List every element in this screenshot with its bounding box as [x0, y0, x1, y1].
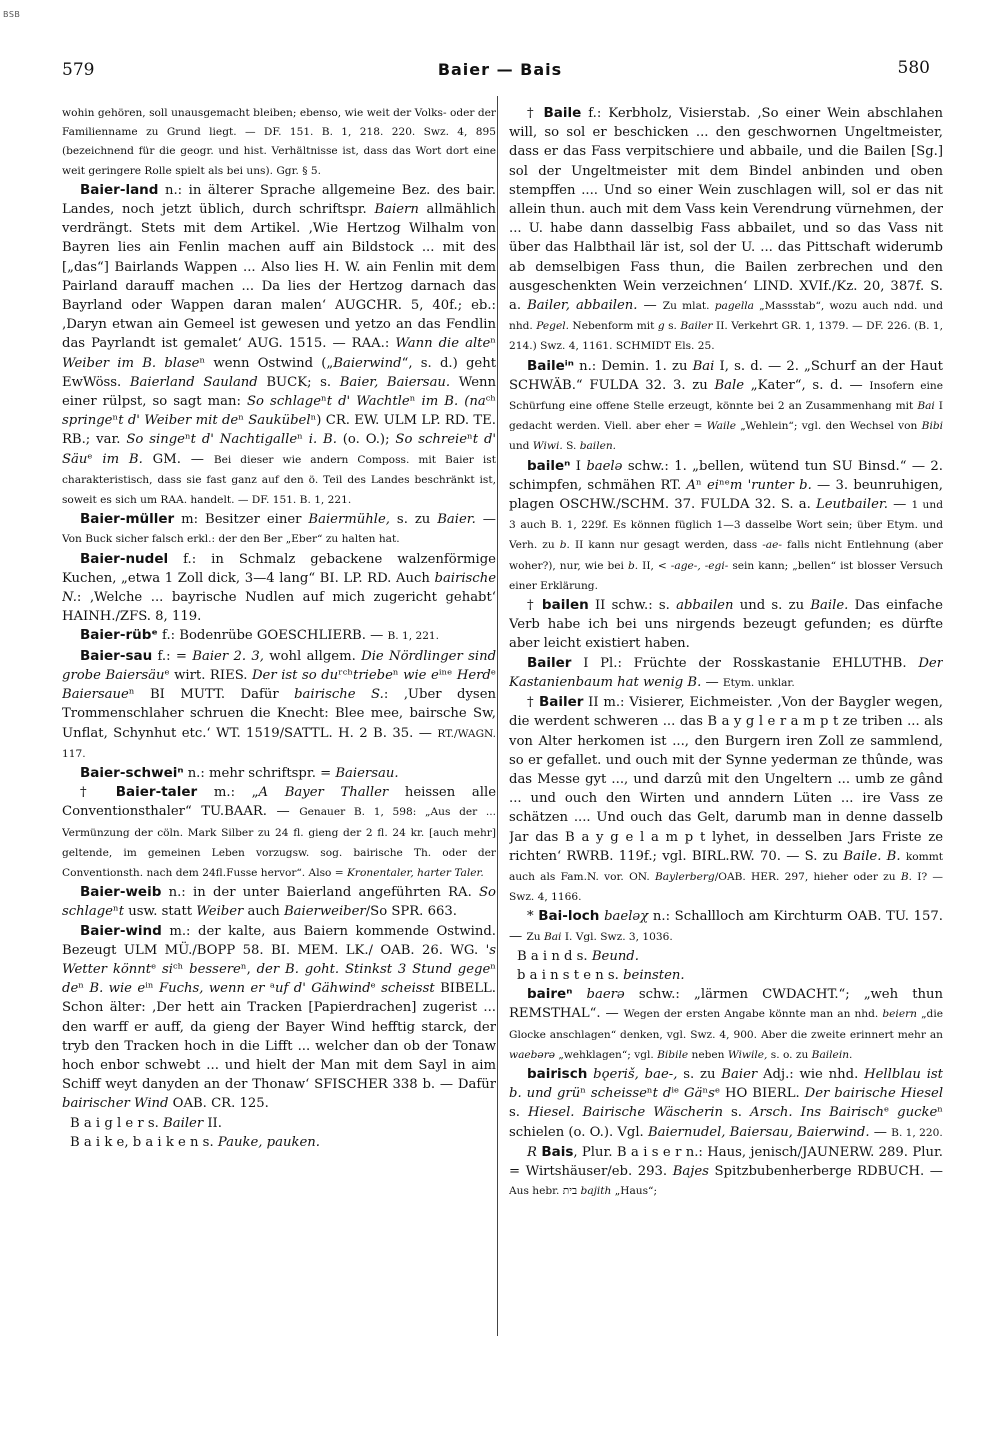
entry-text: -ae-	[762, 539, 782, 552]
entry-text: Spitzbubenherberge RDBUCH. —	[708, 1163, 943, 1179]
entry-text: II schw.: s.	[588, 598, 677, 614]
entry-text: †	[80, 785, 116, 801]
entry-text: Bei dieser wie andern Composs. mit Baier ist charakteristisch, dass sie fast ganz auf den ö. Teil des Landes beschränkt ist, soweit es sich um RAA. handelt. — DF. 151. B. 1, 221.	[62, 453, 496, 507]
entry-headword: Baier-land	[80, 181, 159, 198]
entry-text: II.	[203, 1115, 222, 1131]
entry-text: BIBELL. Schon älter: ‚Der hett ain Tracken [Papierdrachen] zugerist ... den warff er auff, da gieng der Bayer Wind hefftig starck, der tryb den Tracken hoch in die Lifft ... welcher dan ob der Tonaw hoch enbor schwebt ... und hielt der Man mit dem Sayl in aim Schiff weyt danyden an der Thonaw‘ SFISCHER 338 b. — Dafür	[62, 981, 496, 1093]
entry-text: m 'runter b.	[729, 477, 812, 493]
entry-text: בית	[562, 1185, 578, 1198]
entry-text: †	[527, 106, 544, 121]
dictionary-entry	[62, 1114, 496, 1133]
entry-text: 1 und 3 auch B. 1, 229f. Es können füglich 1—3 dasselbe Wort sein; über Etym. und Verh. zu	[509, 499, 943, 552]
entry-text: ⁱⁿᵉ	[438, 667, 457, 683]
entry-text: beiern	[882, 1008, 917, 1021]
entry-text: I? — Swz. 4, 1166.	[509, 870, 943, 904]
entry-text: wohl allgem.	[263, 648, 362, 664]
entry-text: Bai	[692, 358, 715, 374]
entry-headword: Bai-loch	[538, 908, 600, 925]
dictionary-entry	[509, 357, 943, 457]
entry-text: heissen alle Conventionsthaler“ TU.BAAR. —	[62, 785, 496, 820]
column-rule	[497, 96, 498, 1336]
entry-text: b a i n s t e n s.	[517, 967, 624, 983]
entry-text: scheisst	[381, 981, 435, 997]
entry-text: ⁿ wenn Ostwind („	[199, 355, 334, 371]
entry-text: Baierland Sauland	[129, 374, 258, 390]
entry-text: falls nicht Entlehnung (aber woher?), nur, wie bei	[509, 539, 943, 572]
entry-text: Baiersaue	[62, 687, 129, 703]
entry-text: ei	[706, 477, 720, 493]
entry-text: Bailer, abbailen.	[527, 298, 638, 314]
entry-text: Genauer B. 1, 598: „Aus der ... Vermünzung der cöln. Mark Silber zu 24 fl. gieng der 2 fl. 24 kr. [auch mehr] geltende, im gemeinen Leben vorzugsw. sog. bairische Th. oder der Conventionsth. nach dem 24fl.Fusse hervor“. Also =	[62, 806, 496, 879]
entry-text: RT./WAGN. 117.	[62, 727, 496, 760]
entry-text: Bai	[543, 930, 562, 943]
entry-text: —	[869, 1124, 892, 1140]
entry-text: uf d' Gähwind	[275, 981, 371, 997]
entry-text: schw.: „lärmen CWDACHT.“; „weh thun REMSTHAL“. —	[509, 987, 943, 1022]
entry-text: —	[475, 512, 496, 528]
entry-text: im B.	[102, 451, 143, 467]
entry-text: Weiber	[196, 904, 244, 920]
entry-headword: Baier-sau	[80, 647, 153, 664]
entry-text: b.	[627, 559, 639, 572]
dictionary-entry	[62, 181, 496, 510]
entry-text: bajith	[580, 1185, 612, 1198]
entry-headword: bailen	[541, 597, 589, 614]
entry-text: Wiwile,	[727, 1048, 768, 1061]
entry-text: Bajes	[672, 1163, 709, 1179]
right-column	[509, 104, 943, 1344]
entry-text: springe	[62, 413, 113, 429]
entry-headword: Baileⁱⁿ	[527, 357, 574, 374]
entry-text: s.	[664, 320, 681, 333]
entry-text: abbailen	[676, 598, 734, 614]
entry-headword: baileⁿ	[527, 457, 571, 474]
entry-text: s. o. zu	[767, 1048, 812, 1061]
entry-text: S.	[562, 440, 580, 453]
entry-text: R	[527, 1144, 537, 1160]
entry-headword: Bailer	[527, 654, 572, 671]
entry-text: t d' Wachtle	[326, 394, 410, 410]
entry-text: 's Wetter könnt	[62, 942, 496, 977]
entry-text: s	[708, 1086, 715, 1102]
entry-text: Bibile	[657, 1048, 689, 1061]
entry-text: bessere	[189, 961, 241, 977]
entry-headword: Baier-wind	[80, 922, 162, 939]
entry-text: ⁿ	[184, 432, 191, 448]
entry-text: ⁱᵉ	[671, 1086, 685, 1102]
entry-text: ᵉ wirt. RIES.	[164, 667, 252, 683]
entry-text: Kronentaler, harter Taler.	[347, 866, 484, 879]
dictionary-entry	[62, 783, 496, 883]
entry-text: —	[637, 298, 663, 314]
entry-text: wie e	[403, 667, 439, 683]
entry-text: bailen.	[579, 440, 617, 453]
entry-text: Baiersau.	[335, 765, 399, 781]
entry-text: ᵃ	[264, 981, 275, 997]
entry-text: So schreie	[395, 432, 468, 448]
entry-text: f.: Bodenrübe GOESCHLIERB. —	[157, 628, 388, 644]
entry-text: ⁿ	[297, 432, 309, 448]
entry-text: m.: „	[197, 785, 259, 801]
entry-text: ⁿ	[78, 981, 90, 997]
entry-text: ⁿ	[392, 667, 404, 683]
entry-text: s.	[509, 1105, 528, 1121]
entry-text: kommt auch als Fam.N. vor. ON.	[509, 850, 943, 883]
dictionary-entry	[509, 457, 943, 596]
entry-text: Saukübel	[248, 413, 311, 429]
entry-text: Pegel.	[536, 320, 569, 333]
entry-text: s. zu	[389, 512, 438, 528]
entry-text: GM. —	[142, 451, 214, 467]
entry-text: —	[701, 674, 723, 690]
entry-text: Bale	[714, 377, 745, 393]
entry-text: allmählich verdrängt. Stets mit dem Artikel. ‚Wie Hertzog Wilhalm von Bayren lies ain Fenlin machen auff ain Bildstock ... mit des [„das“] Bairlands Wappen ... Also lies H. W. ain Fenlin mit dem Pairland darauff machen ... Da lies der Hertzog darnach das Bayrland oder Wappen daran malen‘ AUGCHR. 5, 40f.; eb.: ‚Daryn etwan ain Gemeel ist gewesen und yetzo an das Fendlin das Payrlandt ist gemalet‘ AUG. 1515. — RAA.:	[62, 202, 496, 352]
entry-text: s. zu	[677, 1066, 722, 1082]
entry-text: Der Kastanienbaum hat wenig B.	[509, 655, 943, 690]
entry-text: †	[527, 695, 539, 711]
entry-text: ⁿ	[321, 394, 327, 410]
entry-text: gucke	[897, 1105, 938, 1121]
entry-text: Baiernudel, Baiersau, Baierwind.	[647, 1124, 870, 1140]
dictionary-entry	[509, 1065, 943, 1143]
entry-text: „Wehlein“; vgl. den Wechsel von	[736, 420, 922, 433]
entry-text: Baier, Baiersau.	[339, 374, 451, 390]
entry-text: sein kann; „bellen“ ist blosser Versuch einer Erklärung.	[509, 559, 943, 592]
entry-text: triebe	[353, 667, 393, 683]
dictionary-entry	[62, 1133, 496, 1152]
entry-text: bairische S.	[294, 687, 384, 703]
dictionary-entry	[62, 883, 496, 921]
entry-text: beinsten.	[623, 967, 685, 983]
entry-text: pagella	[714, 300, 754, 313]
entry-text: f.: in Schmalz gebackene walzenförmige Kuchen, „etwa 1 Zoll dick, 3—4 lang“ BI. LP. RD. Auch	[62, 551, 496, 586]
entry-text: Herd	[456, 667, 491, 683]
entry-text: II. Verkehrt GR. 1, 1379. — DF. 226. (B. 1, 214.) Swz. 4, 1161. SCHMIDT Els. 25.	[509, 320, 943, 353]
entry-text: — 3. beunruhigen, plagen OSCHW./SCHM. 37. FULDA 32. S. a.	[509, 477, 943, 513]
entry-text: Hiesel. Bairische Wäscherin	[527, 1105, 723, 1121]
entry-text: ᵉ	[884, 1105, 898, 1121]
entry-text: I, s. d. — 2. „Schurf an der Haut SCHWÄB.“ FULDA 32. 3. zu	[509, 358, 943, 393]
entry-text: II kann nur gesagt werden, dass	[569, 539, 763, 552]
entry-text: Adj.: wie nhd.	[757, 1066, 865, 1082]
dictionary-entry	[62, 626, 496, 646]
entry-text: Wenn einer rülpst, so sagt man:	[62, 374, 496, 410]
dictionary-entry	[509, 654, 943, 693]
entry-text: Insofern eine Schürfung eine offene Stelle erzeugt, könnte bei 2 an Zusammenhang mit	[509, 379, 943, 413]
entry-text: B. 1, 221.	[387, 630, 440, 643]
entry-text: auch	[243, 904, 284, 920]
entry-text: ᵉ	[87, 451, 103, 467]
entry-text: und s. zu	[733, 598, 811, 614]
entry-text: „die Glocke anschlagen“ denken, vgl. Swz. 4, 900. Aber die zweite erinnert mehr an	[509, 1008, 943, 1041]
entry-text: Beund.	[591, 948, 639, 964]
entry-text: Fuchs, wenn er	[158, 981, 265, 997]
entry-text: ⁿᵉ	[719, 477, 730, 493]
entry-text: n.: Schallloch am Kirchturm OAB. TU. 157. —	[509, 909, 943, 944]
entry-text: ⁿ	[580, 1086, 591, 1102]
entry-text: /OAB. HER. 297, hieher oder zu	[714, 870, 901, 883]
dictionary-entry	[62, 550, 496, 627]
entry-text: ᵉ	[151, 961, 163, 977]
dictionary-entry	[509, 693, 943, 907]
entry-text: „Kater“, s. d. —	[744, 377, 870, 393]
entry-text: g	[657, 320, 665, 333]
entry-text: ⁿ	[490, 336, 496, 352]
entry-text: Baile.	[810, 598, 849, 614]
entry-text: Bailer	[680, 320, 713, 333]
entry-text: Von Buck sicher falsch erkl.: der den Ber „Eber“ zu halten hat.	[62, 533, 400, 546]
entry-text: ⁿ	[646, 1086, 653, 1102]
entry-text: B a i k e, b a i k e n s.	[70, 1134, 218, 1150]
entry-text: Leutbailer.	[815, 497, 888, 513]
entry-text: Baierweiber	[283, 904, 366, 920]
entry-headword: Baier-müller	[80, 511, 175, 528]
entry-text: und	[509, 440, 533, 453]
entry-text: baerə	[586, 987, 625, 1003]
entry-text: I gedacht werden. Viell. aber eher =	[509, 400, 943, 433]
dictionary-entry	[509, 985, 943, 1065]
entry-text: *	[527, 909, 539, 925]
entry-text: m.: der kalte, aus Baiern kommende Ostwind. Bezeugt ULM MÜ./BOPP 58. BI. MEM. LK./ OAB. 26. WG.	[62, 923, 496, 958]
entry-headword: bairisch	[527, 1065, 588, 1082]
entry-text: s.	[722, 1105, 750, 1121]
entry-text: “, s. d.) geht EwWöss.	[62, 355, 496, 390]
entry-text: /So SPR. 663.	[365, 904, 457, 920]
entry-text: Der bairische Hiesel	[804, 1086, 943, 1102]
entry-text: schw.: 1. „bellen, wütend tun SU Binsd.“ — 2. schimpfen, schmähen RT.	[509, 458, 943, 493]
entry-text: A	[686, 477, 697, 493]
entry-text: im B. (na	[421, 394, 486, 410]
entry-text	[572, 987, 586, 1002]
entry-headword: baireⁿ	[527, 986, 573, 1003]
entry-text: Der ist so du	[251, 667, 339, 683]
entry-text: ⁿ	[490, 961, 496, 977]
entry-text: t d	[652, 1086, 672, 1102]
library-stamp: BSB	[3, 10, 21, 19]
entry-text: Baier 2. 3,	[192, 648, 264, 664]
entry-text: ⁿ	[112, 904, 119, 920]
entry-text: waebərə	[509, 1048, 556, 1061]
entry-text: ᵉ HO BIERL.	[714, 1086, 805, 1102]
entry-text: baeləχ	[604, 909, 649, 925]
entry-text: usw. statt	[124, 904, 197, 920]
entry-text: ⁿ schielen (o. O.). Vgl.	[509, 1105, 943, 1140]
entry-text: -age-, -egi-	[670, 559, 729, 572]
entry-text: ʳᶜʰ	[338, 667, 354, 683]
entry-headword: Baile	[543, 105, 582, 121]
dictionary-entry	[62, 104, 496, 181]
entry-text: B. 1, 220.	[891, 1126, 943, 1139]
entry-text: t d' Nachtigalle	[190, 432, 298, 448]
entry-text: II, <	[638, 559, 671, 572]
entry-text: Das einfache Verb habe ich bei uns nirgends bezeugt gefunden; es dürfte aber leicht existiert haben.	[509, 598, 943, 652]
entry-text: ⁿ	[409, 394, 422, 410]
entry-text: ⁿ	[238, 413, 249, 429]
entry-headword: Bailer	[538, 694, 584, 711]
entry-text: So singe	[126, 432, 185, 448]
entry-headword: Baier-weib	[80, 884, 162, 901]
page-number-left: 579	[62, 60, 95, 80]
entry-text: Etym. unklar.	[722, 676, 795, 689]
entry-text: Bailer	[163, 1115, 204, 1131]
entry-headword: Baier-nudel	[80, 550, 169, 567]
entry-text: n.: in älterer Sprache allgemeine Bez. des bair. Landes, noch jetzt üblich, durch schriftspr.	[62, 182, 496, 218]
entry-text: ⁿ	[112, 413, 119, 429]
entry-text: ᶜʰ	[485, 394, 496, 410]
entry-headword: Baier-taler	[115, 784, 198, 801]
entry-text: Baierwind	[333, 355, 402, 371]
left-column	[62, 104, 496, 1344]
entry-text: ⁿ	[696, 477, 707, 493]
entry-text: f.: =	[152, 648, 193, 664]
entry-text: Baylerberg	[654, 870, 715, 883]
entry-text: , Plur. B a i s e r n.: Haus, jenisch/JAUNERW. 289. Plur. = Wirtshäuser/eb. 293.	[509, 1144, 943, 1179]
entry-headword: Baier-rübᵉ	[80, 627, 158, 644]
entry-text: Weiber im B. blase	[62, 355, 200, 371]
entry-text: bǫeriš, bae-,	[593, 1066, 678, 1082]
entry-text: ⁿ BI MUTT. Dafür	[128, 687, 295, 703]
entry-text: scheisse	[590, 1086, 647, 1102]
entry-text: t	[118, 904, 125, 920]
entry-text: So schlage	[62, 885, 496, 920]
entry-text: bairischer Wind	[62, 1096, 169, 1112]
entry-text: Bibi	[921, 420, 943, 433]
dictionary-entry	[509, 596, 943, 654]
entry-text: bairische N.	[62, 570, 496, 606]
entry-headword: Bais	[541, 1143, 574, 1160]
entry-text: Die Nördlinger sind grobe Baiersäu	[62, 648, 496, 683]
entry-text: Bai	[917, 400, 935, 413]
entry-text: I	[570, 458, 587, 474]
entry-text: : ‚Welche ... bayrische Nudlen auf mich zugericht gehabt‘ HAINH./ZFS. 8, 119.	[62, 590, 496, 625]
entry-text: So schlage	[247, 394, 322, 410]
entry-text: II m.: Visierer, Eichmeister. ‚Von der Baygler wegen, die werdent schweren ... das B a y g l e r a m p t ze triben ... als von Alter herkomen ist ..., den Burgern iren Zoll ze sammlend, so er gefallet. und ouch mit der Synne yederman ze thûnde, was das Messe gyt ..., und darzû mit den Ungeltern ... umb ze gând ... und ouch den Wirten und anndern Lüten ... ire Vass ze schätzen .... Und ouch das Gelt, darumb man in denne dasselb Jar das B a y g e l a m p t lyhet, in desselben Jars Friste ze richten‘ RWRB. 119f.; vgl. BIRL.RW. 70. — S. zu	[509, 695, 943, 864]
dictionary-entry	[509, 1143, 943, 1202]
entry-text: (o. O.);	[336, 432, 396, 448]
entry-text: t d' Weiber mit de	[118, 413, 239, 429]
entry-text: de	[62, 981, 79, 997]
entry-text: ᵉ	[370, 981, 382, 997]
entry-text: Gä	[684, 1086, 703, 1102]
dictionary-entry	[509, 947, 943, 966]
entry-text: „Haus“;	[611, 1185, 658, 1198]
entry-text: f.: Kerbholz, Visierstab. ‚So einer Wein abschlahen will, so sol er beschicken ... den geschwornen Ungeltmeister, dass er das Fass verpitschiere und abbaile, und die Bailen [Sg.] sol der Ungeltmeister mit dem Bindel anbinden und oben stempffen .... Und so einer Wein zuschlagen will, sol er das nit allein thun. auch mit dem Vass kein Verendrung vürnehmen, der ... U. habe dann dasselbig Fass abbailet, und so das Vass nit über das Halbthail lär ist, sol der U. ... das Pittschaft widerumb ab demselbigen Fass thun, die Bailen zerbrechen und den ausgeschenkten Wein verzeichnen‘ LIND. XVIf./Kz. 20, 387f. S. a.	[509, 106, 943, 314]
entry-text: i. B.	[308, 432, 337, 448]
entry-text: BUCK; s.	[257, 374, 340, 390]
entry-text: B.	[900, 870, 912, 883]
entry-text: ᶜʰ	[173, 961, 190, 977]
entry-text: B a i g l e r s.	[70, 1115, 164, 1131]
entry-text: A Bayer Thaller	[258, 785, 389, 801]
entry-text: Baile. B.	[843, 848, 901, 864]
entry-text: n.: Demin. 1. zu	[573, 358, 693, 374]
entry-text: Bailein.	[811, 1048, 853, 1061]
entry-text: Arsch. Ins Bairisch	[749, 1105, 885, 1121]
entry-text: Zu mlat.	[662, 300, 715, 313]
dictionary-entry	[62, 510, 496, 549]
entry-text: I. Vgl. Swz. 3, 1036.	[561, 930, 673, 943]
entry-text: n.: mehr schriftspr. =	[183, 765, 336, 781]
entry-text: „Massstab“, wozu auch ndd. und nhd.	[509, 300, 943, 333]
entry-text: Baiermühle,	[308, 512, 390, 528]
entry-text: B. wie e	[89, 981, 146, 997]
entry-text: : ‚Uber dysen Trommenschlaher schruen die Knecht: Blee mee, bairsche Sw, Unflat, Schynhut etc.‘ WT. 1519/SATTL. H. 2 B. 35. —	[62, 687, 496, 741]
entry-text: Baiern	[374, 202, 419, 218]
entry-text: ⁿ,	[240, 961, 257, 977]
dictionary-entry	[509, 104, 943, 357]
entry-text: Baier	[721, 1066, 758, 1082]
entry-text: n.: in der unter Baierland angeführten RA.	[161, 885, 480, 901]
entry-text: Nebenform mit	[568, 320, 658, 333]
entry-text: baelə	[586, 458, 623, 474]
dictionary-entry	[62, 647, 496, 764]
entry-text: der B. goht. Stinkst 3 Stund gege	[256, 961, 491, 977]
entry-text: Baier.	[437, 512, 476, 528]
entry-text: t d' Säu	[62, 432, 496, 467]
entry-text: „wehklagen“; vgl.	[555, 1048, 658, 1061]
entry-text: ⁿ	[467, 432, 473, 448]
entry-text: Waile	[706, 420, 736, 433]
dictionary-entry	[62, 764, 496, 783]
entry-headword: Baier-schweiⁿ	[80, 764, 184, 781]
dictionary-entry	[509, 966, 943, 985]
entry-text: —	[887, 497, 912, 513]
entry-text: Wiwi.	[532, 440, 563, 453]
entry-text: †	[527, 598, 542, 614]
running-head: Baier — Bais	[437, 60, 563, 79]
entry-text: OAB. CR. 125.	[168, 1096, 269, 1112]
entry-text: ⁿ) CR. EW. ULM LP. RD. TE. RB.; var.	[62, 413, 496, 448]
entry-text: B a i n d s.	[517, 948, 592, 964]
entry-text: ᵉ	[490, 667, 496, 683]
dictionary-entry	[509, 907, 943, 946]
entry-text: Wegen der ersten Angabe könnte man an nhd.	[623, 1008, 883, 1021]
dictionary-entry	[62, 922, 496, 1114]
entry-text: Wann die alte	[395, 336, 491, 352]
entry-text: b.	[559, 539, 570, 552]
entry-text: neben	[688, 1048, 728, 1061]
entry-text: Zu	[526, 930, 544, 943]
entry-text: ⁱⁿ	[145, 981, 159, 997]
entry-text: Hellblau ist b. und grü	[509, 1066, 943, 1102]
entry-text: wohin gehören, soll unausgemacht bleiben; ebenso, wie weit der Volks- oder der Familienname zu Grund liegt. — DF. 151. B. 1, 218. 220. Swz. 4, 895 (bezeichnend für die geogr. und hist. Verhältnisse ist, dass das Wort dort eine weit geringere Rolle spielt als bei uns). Ggr. § 5.	[62, 107, 496, 177]
entry-text: Pauke, pauken.	[217, 1134, 320, 1150]
entry-text: si	[162, 961, 174, 977]
page-number-right: 580	[897, 58, 930, 78]
entry-text: ⁿ	[702, 1086, 709, 1102]
entry-text: m: Besitzer einer	[174, 512, 309, 528]
entry-text: Aus hebr.	[509, 1185, 563, 1198]
entry-text: I Pl.: Früchte der Rosskastanie EHLUTHB.	[571, 655, 919, 671]
